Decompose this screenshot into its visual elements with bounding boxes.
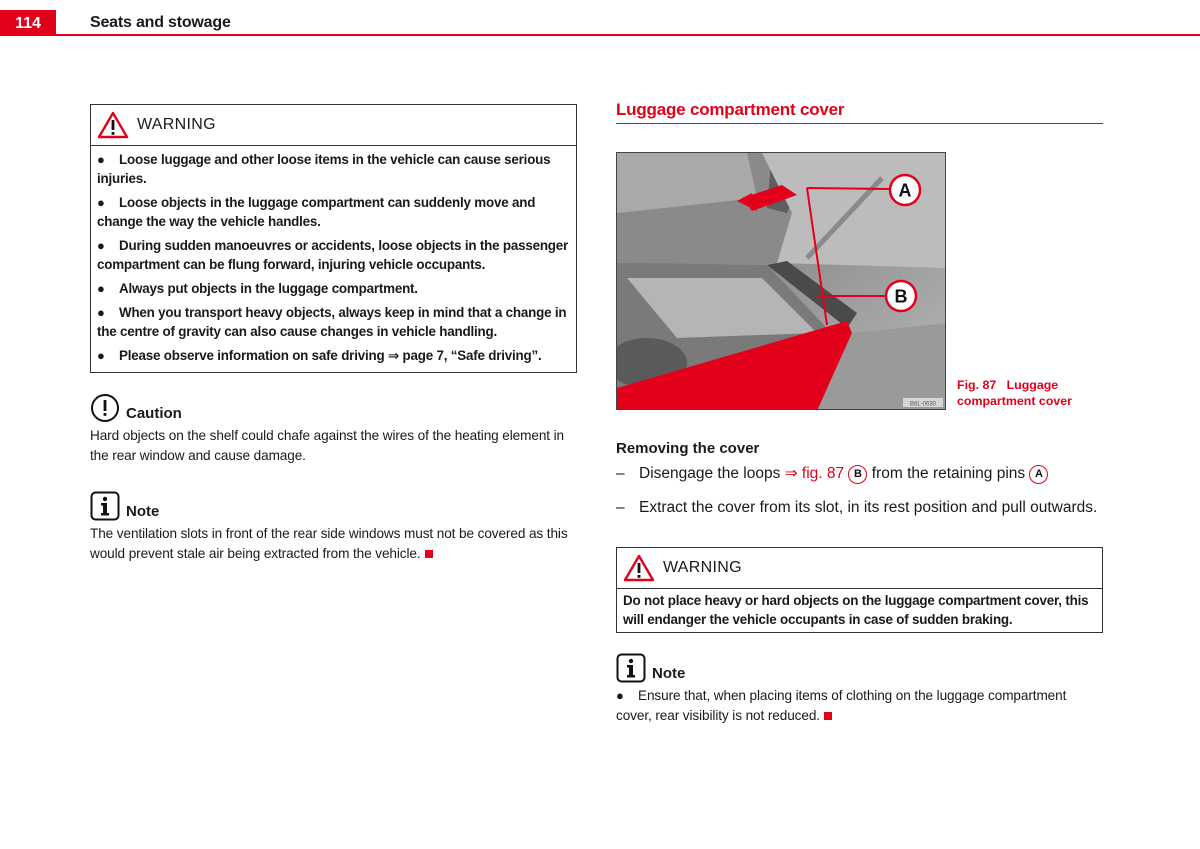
bullet-icon: ● [97, 305, 105, 320]
warning-label: WARNING [663, 559, 742, 576]
warning-label: WARNING [137, 116, 216, 133]
step-item [616, 497, 1103, 519]
warning-item [97, 279, 570, 298]
warning-item [97, 150, 570, 188]
note-header [90, 491, 577, 521]
note-text [90, 524, 577, 563]
bullet-icon: ● [616, 688, 624, 703]
page-number: 114 [0, 10, 56, 36]
warning-item-text: When you transport heavy objects, always keep in mind that a change in the centre of gravity can also cause changes in vehicle handling. [97, 305, 567, 339]
topic-title: Luggage compartment cover [616, 100, 1103, 124]
figure-label-b: B [894, 286, 908, 307]
figure-code: B6L-0630 [909, 401, 937, 408]
end-marker-icon [824, 712, 832, 720]
note-header [616, 653, 1103, 683]
info-icon [90, 491, 120, 521]
warning-triangle-icon [97, 111, 129, 139]
caution-text: Hard objects on the shelf could chafe against the wires of the heating element in the rear window and cause damage. [90, 428, 565, 463]
warning-item [97, 303, 570, 341]
bullet-icon: ● [97, 348, 105, 363]
note-label: Note [652, 665, 686, 682]
end-marker-icon [425, 550, 433, 558]
note-text-content: Ensure that, when placing items of clothing on the luggage compartment cover, rear visibility is not reduced. [616, 688, 1067, 723]
warning-item-text: Always put objects in the luggage compartment. [119, 281, 418, 296]
note-label: Note [126, 503, 160, 520]
warning-body [91, 146, 576, 372]
figure-87 [616, 152, 1103, 410]
bullet-icon: ● [97, 281, 105, 296]
bullet-icon: ● [97, 195, 105, 210]
warning-header [617, 548, 1102, 589]
figure-caption-line: compartment cover [957, 393, 1072, 408]
warning-header [91, 105, 576, 146]
figure-label-a: A [898, 180, 912, 201]
note-text-content: The ventilation slots in front of the rear side windows must not be covered as this would prevent stale air being extracted from the vehicle. [90, 526, 568, 561]
caution-icon [90, 393, 120, 423]
cover-note-block [616, 653, 1103, 725]
figure-caption [957, 378, 1097, 409]
warning-item-text: Please observe information on safe driving ⇒ page 7, “Safe driving”. [119, 348, 542, 363]
figure-caption-line: Fig. 87 Luggage [957, 378, 1059, 392]
caution-header [90, 393, 577, 423]
bullet-icon: ● [97, 238, 105, 253]
warning-item [97, 193, 570, 231]
cover-warning-box [616, 547, 1103, 633]
header-rule [56, 34, 1200, 36]
warning-item [97, 346, 570, 365]
step-text-part: Disengage the loops [639, 465, 781, 482]
step-text [639, 463, 1048, 485]
figure-reference-link[interactable]: ⇒ fig. 87 [784, 465, 845, 482]
caution-block [90, 393, 577, 465]
warning-text: Do not place heavy or hard objects on the luggage compartment cover, this will endanger the vehicle occupants in case of sudden braking. [623, 593, 1089, 627]
removing-heading: Removing the cover [616, 440, 760, 457]
dash-marker: – [616, 465, 625, 482]
warning-item-text: During sudden manoeuvres or accidents, loose objects in the passenger compartment can be flung forward, injuring vehicle occupants. [97, 238, 569, 272]
info-icon [616, 653, 646, 683]
step-text: Extract the cover from its slot, in its rest position and pull outwards. [639, 499, 1098, 516]
warning-box [90, 104, 577, 373]
caution-label: Caution [126, 405, 182, 422]
warning-item-text: Loose objects in the luggage compartment can suddenly move and change the way the vehicle handles. [97, 195, 536, 229]
step-text-part: from the retaining pins [871, 465, 1026, 482]
bullet-icon: ● [97, 152, 105, 167]
left-column [90, 104, 577, 563]
note-block [90, 491, 577, 563]
section-title: Seats and stowage [90, 14, 231, 31]
callout-b-badge: B [848, 465, 867, 484]
step-item [616, 463, 1103, 485]
warning-item [97, 236, 570, 274]
warning-item-text: Loose luggage and other loose items in the vehicle can cause serious injuries. [97, 152, 551, 186]
dash-marker: – [616, 499, 625, 516]
callout-a-badge: A [1029, 465, 1048, 484]
warning-triangle-icon [623, 554, 655, 582]
note-text [616, 686, 1103, 725]
warning-body [617, 589, 1102, 632]
right-column [616, 100, 1103, 725]
figure-image [616, 152, 946, 410]
luggage-cover-illustration [617, 153, 946, 410]
page-header [0, 0, 1200, 36]
